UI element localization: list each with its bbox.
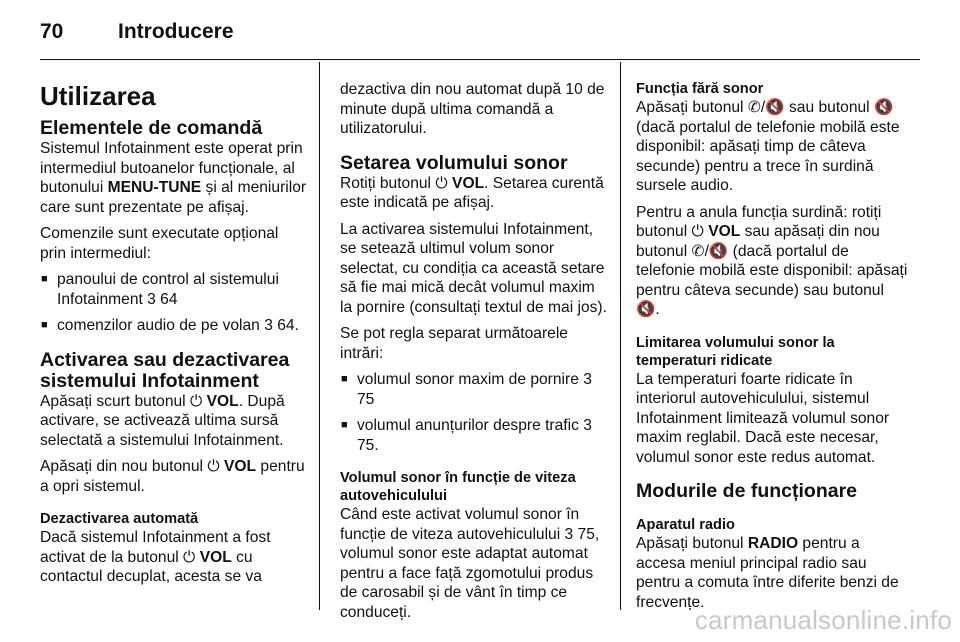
column-2 (340, 62, 608, 629)
text: Apăsați butonul (636, 535, 748, 552)
power-icon: ⏻ (691, 223, 704, 240)
vol-label: VOL (708, 223, 741, 240)
page-reference: 3 75 (357, 371, 592, 408)
column-divider-2 (620, 62, 621, 610)
controls-paragraph (40, 139, 308, 217)
text: Dacă sistemul Infotainment a fost activat de la butonul (40, 529, 271, 566)
auto-off-paragraph (40, 528, 308, 587)
volume-paragraph-3: Se pot regla separat următoarele intrări: (340, 325, 568, 362)
activation-heading: Activarea sau dezactivarea sistemului Infotainment (40, 348, 290, 392)
mute-icon: 🔇 (636, 301, 656, 318)
page-reference: 3 64. (264, 317, 299, 334)
list-item (40, 316, 308, 336)
text: comenzilor audio de pe volan (57, 317, 265, 334)
speed-volume-paragraph: Când este activat volumul sonor în funcție de viteza autovehiculului 3 75, volumul sonor este adaptat automat pentru a face față zgomotului produs de carosabil și de vânt în timp ce conduceți. (340, 506, 600, 621)
radio-paragraph (636, 534, 908, 612)
menu-tune-label: MENU-TUNE (107, 179, 202, 196)
power-icon: ⏻ (207, 458, 220, 475)
vol-label: VOL (224, 458, 257, 475)
page-number: 70 (40, 20, 64, 43)
volume-heading: Setarea volumului sonor (340, 151, 568, 174)
speed-volume-heading: Volumul sonor în funcție de viteza autovehiculului (340, 470, 576, 504)
phone-mute-icon: ✆/🔇 (747, 99, 785, 116)
text: Apăsați scurt butonul (40, 392, 190, 410)
text: Apăsați din nou butonul (40, 458, 208, 475)
power-icon: ⏻ (183, 548, 196, 566)
activation-paragraph (40, 392, 308, 451)
section-title: Utilizarea (40, 81, 156, 111)
radio-heading: Aparatul radio (636, 517, 735, 533)
text: pentru a accesa meniul principal radio sau pentru a comuta între diferite benzi de frecvențe. (636, 535, 899, 611)
text: Pentru a anula funcția surdină: rotiți butonul (636, 203, 882, 240)
text: volumul sonor maxim de pornire (357, 371, 584, 388)
running-title: Introducere (118, 20, 234, 43)
mute-icon: 🔇 (873, 99, 894, 116)
column-3 (636, 62, 908, 619)
column-1 (40, 62, 308, 594)
modes-heading: Modurile de funcționare (636, 480, 858, 502)
page-header (40, 14, 920, 54)
list-item (340, 370, 608, 409)
text: panoului de control al sistemului Infotainment (57, 271, 279, 308)
text: Sistemul Infotainment este operat prin intermediul butoanelor funcționale, al butonului (40, 140, 303, 196)
vol-label: VOL (206, 392, 239, 410)
header-rule (40, 59, 920, 60)
activation-paragraph-2 (40, 457, 308, 496)
vol-label: VOL (452, 174, 485, 192)
text: . (655, 301, 660, 318)
phone-mute-icon: ✆/🔇 (691, 242, 729, 260)
text: sau butonul (784, 99, 874, 116)
volume-paragraph-2: La activarea sistemului Infotainment, se setează ultimul volum sonor selectat, cu condiția ca această setare să fie mai mică decât volumul maxim la pornire (consultați textul de mai jos). (340, 220, 607, 316)
page-reference: 3 64 (147, 290, 178, 308)
text: . Setarea curentă este indicată pe afișaj. (340, 174, 604, 211)
auto-off-heading: Dezactivarea automată (40, 511, 199, 527)
text: și al meniurilor care sunt prezentate pe afișaj. (40, 179, 307, 216)
text: Apăsați butonul (636, 99, 748, 116)
page-reference: 3 75. (357, 417, 592, 454)
power-icon: ⏻ (435, 174, 448, 192)
vol-label: VOL (199, 548, 232, 566)
text: pentru a opri sistemul. (40, 458, 305, 495)
watermark: carmanualsonline.info (694, 605, 952, 635)
list-item (40, 270, 308, 309)
temperature-limit-paragraph: La temperaturi foarte ridicate în interiorul autovehiculului, sistemul Infotainment limitează volumul sonor maxim reglabil. Dacă este necesar, volumul sonor este redus automat. (636, 370, 890, 466)
text: cu contactul decuplat, acesta se va (40, 548, 262, 585)
list-item (340, 416, 608, 455)
text: (dacă portalul de telefonie mobilă este disponibil: apăsați pentru câteva secunde) sau butonul (636, 242, 908, 299)
temperature-limit-heading: Limitarea volumului sonor la temperaturi ridicate (636, 334, 835, 369)
controls-heading: Elementele de comandă (40, 117, 263, 139)
radio-label: RADIO (747, 535, 799, 552)
controls-paragraph-2: Comenzile sunt executate opțional prin intermediul: (40, 225, 279, 262)
text: Rotiți butonul (340, 174, 436, 192)
text: . După activare, se activează ultima sursă selectată a sistemului Infotainment. (40, 392, 285, 449)
text: volumul anunțurilor despre trafic (357, 417, 584, 434)
text: sau apăsați din nou butonul (636, 223, 880, 260)
mute-paragraph-2 (636, 203, 908, 320)
mute-paragraph (636, 98, 908, 196)
column-divider-1 (319, 62, 320, 610)
mute-heading: Funcția fără sonor (636, 81, 764, 97)
text: (dacă portalul de telefonie mobilă este disponibil: apăsați timp de câteva secunde) pentru a trece în surdină sursele audio. (636, 118, 900, 194)
continued-paragraph: dezactiva din nou automat după 10 de minute după ultima comandă a utilizatorului. (340, 81, 605, 137)
volume-paragraph (340, 174, 608, 213)
power-icon: ⏻ (189, 392, 203, 410)
